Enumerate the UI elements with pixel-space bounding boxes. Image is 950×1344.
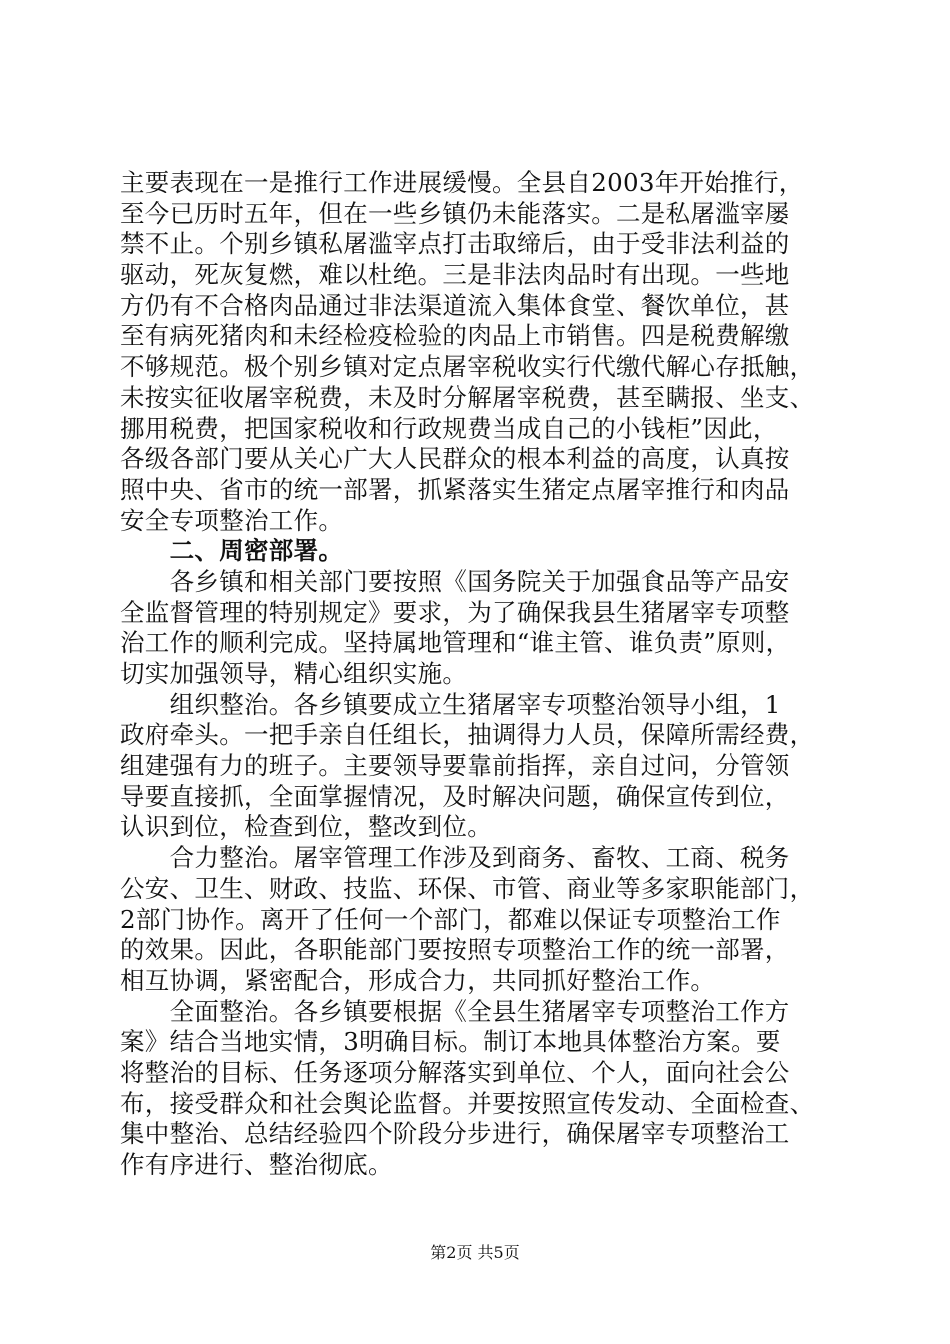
text-line: 安全专项整治工作。 — [120, 505, 344, 535]
text-line: 治工作的顺利完成。坚持属地管理和“谁主管、谁负责”原则， — [120, 628, 791, 658]
text-line: 的效果。因此，各职能部门要按照专项整治工作的统一部署， — [120, 935, 790, 965]
text-line: 至今已历时五年，但在一些乡镇仍未能落实。二是私屠滥宰屡 — [120, 198, 790, 228]
section-heading: 二、周密部署。 — [120, 536, 344, 566]
text-line: 公安、卫生、财政、技监、环保、市管、商业等多家职能部门， — [120, 873, 815, 903]
text-line: 挪用税费，把国家税收和行政规费当成自己的小钱柜”因此， — [120, 413, 778, 443]
text-line: 集中整治、总结经验四个阶段分步进行，确保屠宰专项整治工 — [120, 1119, 790, 1149]
text-line: 作有序进行、整治彻底。 — [120, 1150, 393, 1179]
text-line: 切实加强领导，精心组织实施。 — [120, 659, 468, 688]
text-line: 至有病死猪肉和未经检疫检验的肉品上市销售。四是税费解缴 — [120, 321, 790, 351]
text-line: 组建强有力的班子。主要领导要靠前指挥，亲自过问，分管领 — [120, 751, 790, 781]
body-text — [120, 168, 840, 1181]
text-line: 合力整治。屠宰管理工作涉及到商务、畜牧、工商、税务 — [120, 843, 790, 873]
text-line: 照中央、省市的统一部署，抓紧落实生猪定点屠宰推行和肉品 — [120, 474, 790, 504]
text-line: 全面整治。各乡镇要根据《全县生猪屠宰专项整治工作方 — [120, 996, 790, 1026]
text-line: 主要表现在一是推行工作进展缓慢。全县自2003年开始推行， — [120, 168, 804, 197]
text-line: 组织整治。各乡镇要成立生猪屠宰专项整治领导小组，1 — [120, 689, 781, 719]
text-line: 相互协调，紧密配合，形成合力，共同抓好整治工作。 — [120, 965, 716, 995]
text-line: 全监督管理的特别规定》要求，为了确保我县生猪屠宰专项整 — [120, 597, 790, 627]
text-line: 未按实征收屠宰税费，未及时分解屠宰税费，甚至瞒报、坐支、 — [120, 382, 815, 412]
text-line: 导要直接抓，全面掌握情况，及时解决问题，确保宣传到位， — [120, 781, 790, 811]
text-line: 认识到位，检查到位，整改到位。 — [120, 812, 492, 842]
text-line: 布，接受群众和社会舆论监督。并要按照宣传发动、全面检查、 — [120, 1088, 815, 1118]
text-line: 各级各部门要从关心广大人民群众的根本利益的高度，认真按 — [120, 444, 790, 474]
text-line: 禁不止。个别乡镇私屠滥宰点打击取缔后，由于受非法利益的 — [120, 229, 790, 259]
text-line: 案》结合当地实情，3明确目标。制订本地具体整治方案。要 — [120, 1027, 781, 1057]
text-line: 2部门协作。离开了任何一个部门，都难以保证专项整治工作 — [120, 904, 781, 934]
text-line: 方仍有不合格肉品通过非法渠道流入集体食堂、餐饮单位，甚 — [120, 290, 790, 320]
text-line: 各乡镇和相关部门要按照《国务院关于加强食品等产品安 — [120, 566, 790, 596]
page-footer: 第2页 共5页 — [430, 1243, 520, 1262]
text-line: 驱动，死灰复燃，难以杜绝。三是非法肉品时有出现。一些地 — [120, 260, 790, 290]
text-line: 将整治的目标、任务逐项分解落实到单位、个人，面向社会公 — [120, 1057, 790, 1087]
text-line: 不够规范。极个别乡镇对定点屠宰税收实行代缴代解心存抵触， — [120, 352, 815, 382]
text-line: 政府牵头。一把手亲自任组长，抽调得力人员，保障所需经费， — [120, 720, 815, 750]
